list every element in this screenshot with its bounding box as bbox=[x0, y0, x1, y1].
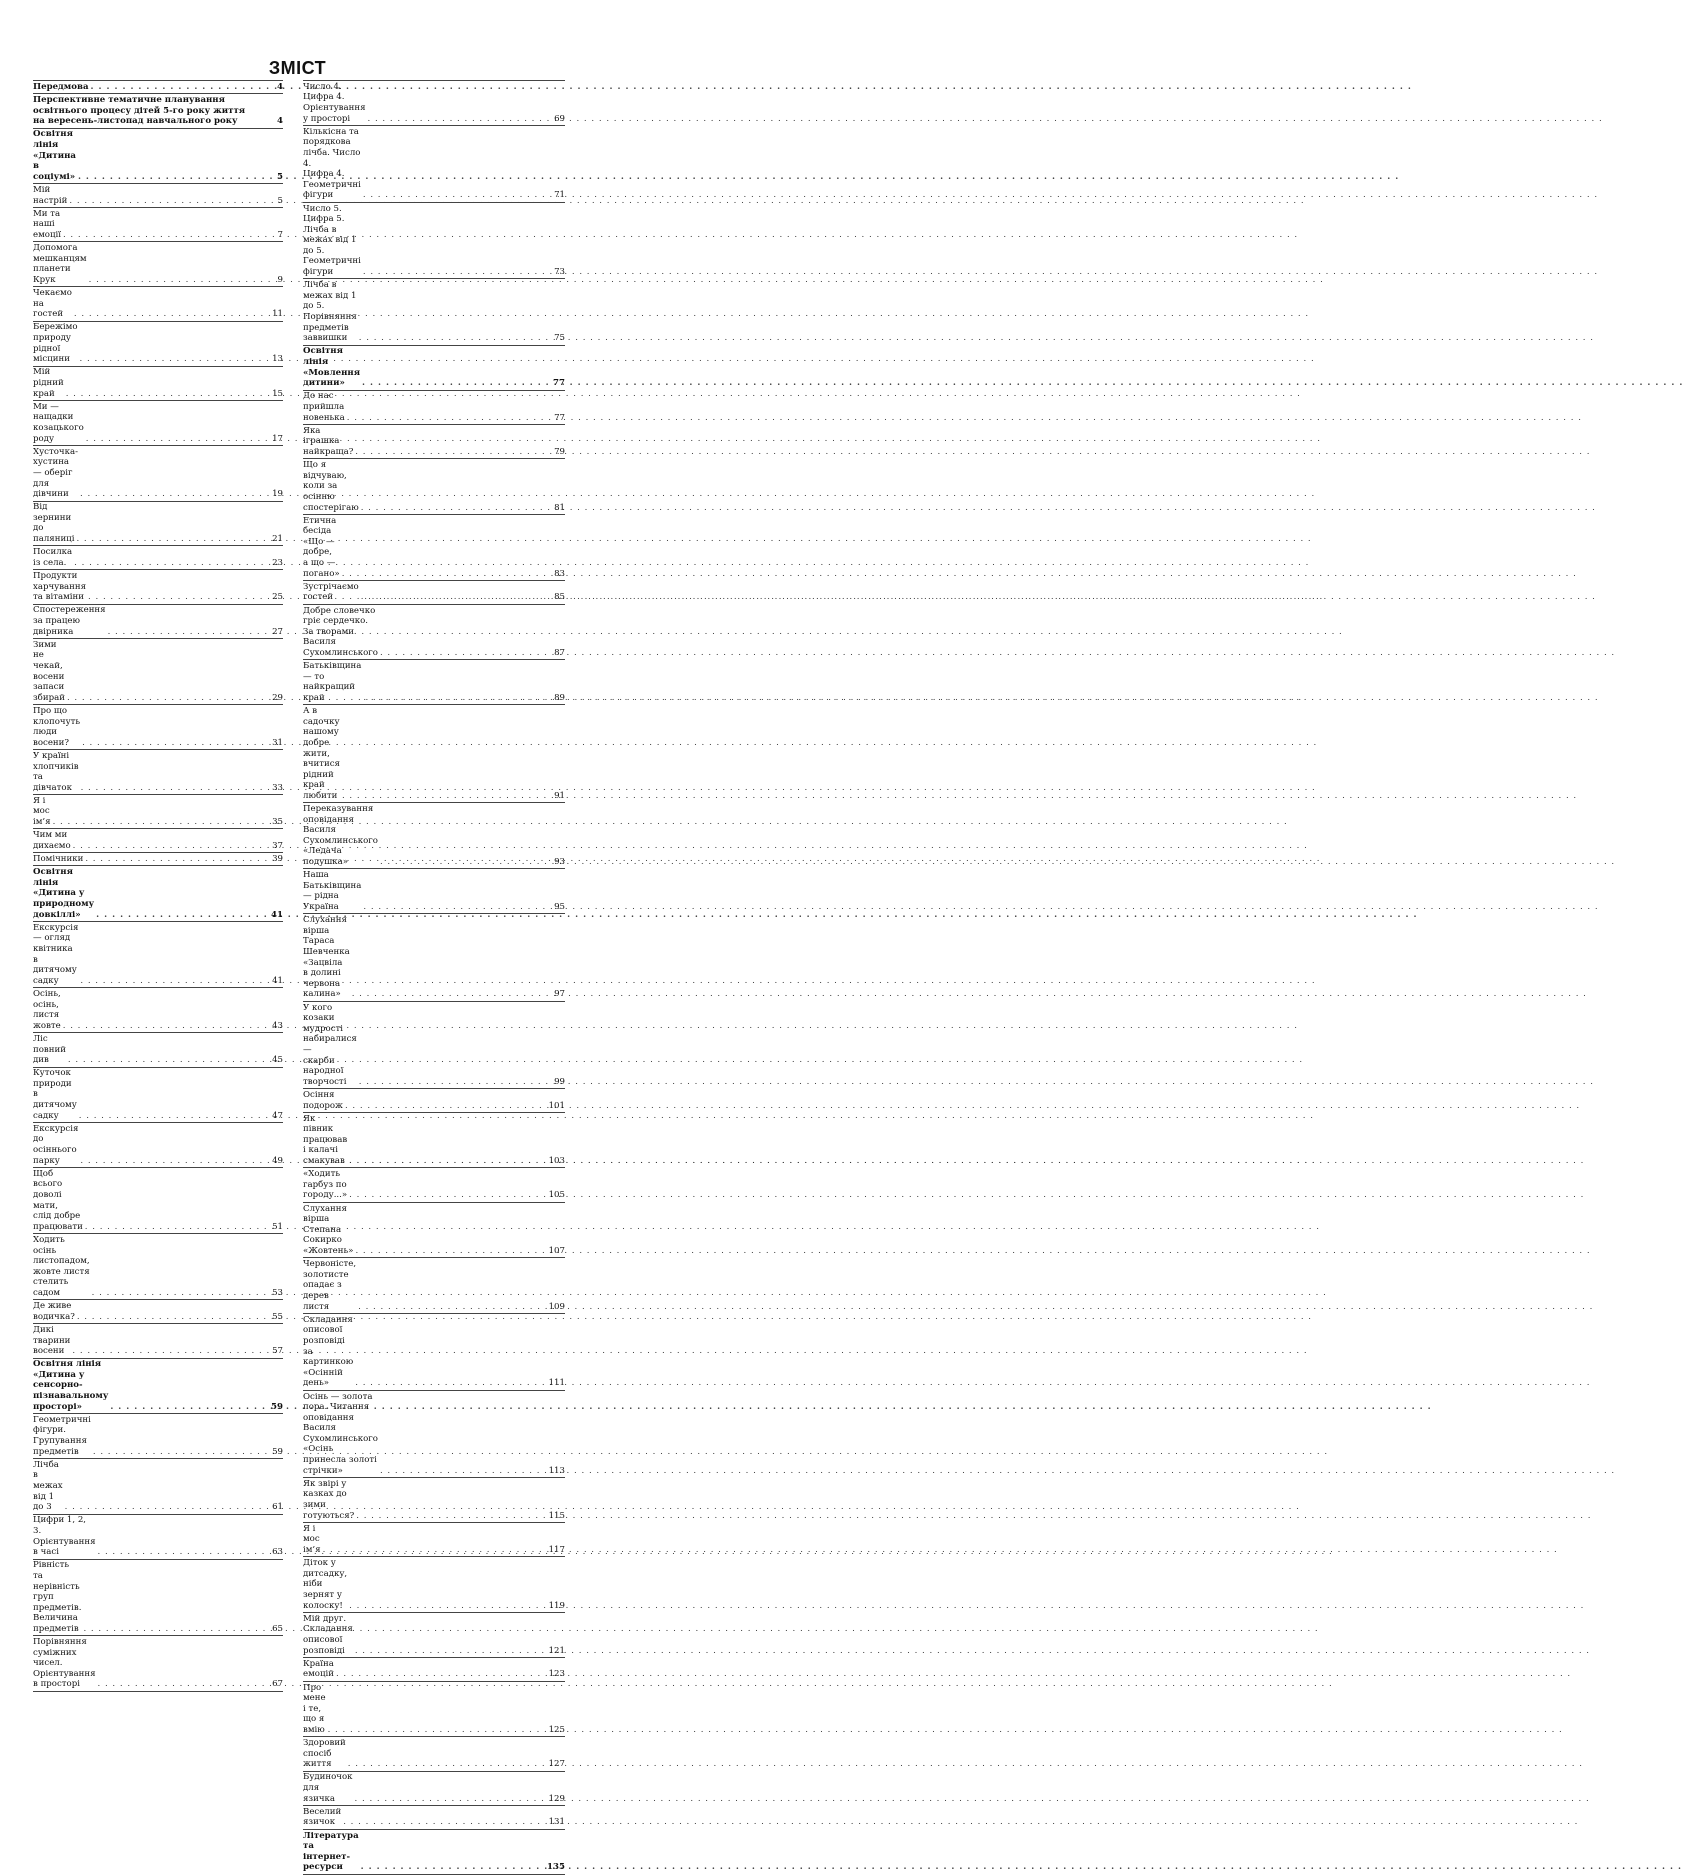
page-title: ЗМІСТ bbox=[268, 58, 327, 78]
toc-entry-page: 127 bbox=[548, 1759, 565, 1770]
dot-leader bbox=[53, 817, 270, 828]
toc-entry-page: 5 bbox=[277, 195, 283, 206]
toc-entry bbox=[33, 287, 283, 321]
toc-entry bbox=[303, 869, 565, 914]
toc-entry bbox=[33, 605, 283, 639]
toc-entry-page: 83 bbox=[554, 568, 565, 579]
toc-entry-title: Чекаємо на гостей bbox=[33, 288, 72, 320]
toc-entry bbox=[33, 570, 283, 604]
dot-leader bbox=[348, 1759, 547, 1770]
toc-entry bbox=[33, 750, 283, 795]
toc-entry-page: 47 bbox=[272, 1110, 283, 1121]
toc-entry-title: Геометричні фігури. Групування предметів bbox=[33, 1414, 91, 1457]
toc-entry-title: У кого козаки мудрості набиралися — скарби народної творчості bbox=[303, 1002, 357, 1087]
toc-entry bbox=[33, 829, 283, 853]
dot-leader bbox=[358, 1302, 546, 1313]
toc-entry-page: 41 bbox=[271, 909, 283, 920]
dot-leader bbox=[362, 378, 551, 389]
toc-entry-page: 77 bbox=[553, 378, 565, 389]
dot-leader bbox=[342, 791, 552, 802]
toc-entry-page: 79 bbox=[554, 446, 565, 457]
dot-leader bbox=[63, 230, 271, 241]
toc-entry bbox=[303, 459, 565, 515]
toc-entry-title: Про мене і те, що я вмію bbox=[303, 1682, 326, 1735]
dot-leader bbox=[359, 333, 552, 344]
toc-entry bbox=[303, 1113, 565, 1169]
toc-entry-page: 107 bbox=[548, 1246, 565, 1257]
dot-leader bbox=[96, 910, 269, 921]
toc-entry-page: 29 bbox=[272, 692, 283, 703]
toc-entry bbox=[33, 1515, 283, 1560]
toc-entry-page: 41 bbox=[272, 975, 283, 986]
toc-entry bbox=[33, 94, 283, 128]
toc-entry-page: 7 bbox=[277, 229, 283, 240]
toc-entry bbox=[303, 1258, 565, 1314]
toc-entry bbox=[303, 203, 565, 280]
toc-entry bbox=[303, 126, 565, 203]
toc-entry-page: 13 bbox=[272, 354, 283, 365]
toc-entry-page: 87 bbox=[554, 648, 565, 659]
toc-entry bbox=[33, 922, 283, 988]
toc-entry-title: Мій рідний край bbox=[33, 367, 64, 399]
toc-entry-page: 5 bbox=[277, 171, 283, 182]
toc-entry bbox=[303, 1002, 565, 1089]
toc-entry-title: Наша Батьківщина — рідна Україна bbox=[303, 870, 362, 913]
toc-entry bbox=[303, 1682, 565, 1738]
toc-entry-title: Країна емоцій bbox=[303, 1658, 334, 1680]
toc-entry bbox=[33, 795, 283, 829]
toc-entry-title: Діток у дитсадку, ніби зернят у колоску! bbox=[303, 1558, 348, 1611]
dot-leader bbox=[347, 413, 552, 424]
toc-entry-title: Ми — нащадки козацького роду bbox=[33, 401, 84, 444]
toc-entry bbox=[303, 1089, 565, 1113]
dot-leader bbox=[86, 434, 270, 445]
toc-entry-title: Чим ми дихаємо bbox=[33, 830, 71, 851]
dot-leader bbox=[92, 1288, 270, 1299]
toc-entry-title: Посилка із села. bbox=[33, 547, 73, 568]
toc-entry-title: Освітня лінія «Дитина в соціумі» bbox=[33, 129, 76, 182]
toc-entry bbox=[303, 1523, 565, 1557]
dot-leader bbox=[355, 447, 552, 458]
toc-entry-page: 25 bbox=[272, 592, 283, 603]
toc-entry-page: 109 bbox=[548, 1301, 565, 1312]
toc-entry bbox=[33, 502, 283, 547]
dot-leader bbox=[88, 592, 270, 603]
dot-leader bbox=[380, 857, 552, 868]
dot-leader bbox=[65, 1502, 270, 1513]
toc-entry-title: Мій друг. Складання описової розповіді bbox=[303, 1613, 353, 1656]
dot-leader bbox=[80, 354, 271, 365]
toc-entry-page: 33 bbox=[272, 782, 283, 793]
dot-leader bbox=[108, 627, 270, 638]
dot-leader bbox=[78, 172, 271, 183]
toc-entry-title: Переказування оповідання Василя Сухомлинського «Ледача подушка» bbox=[303, 804, 378, 868]
toc-entry-page: 81 bbox=[554, 502, 565, 513]
dot-leader bbox=[355, 1378, 546, 1389]
dot-leader bbox=[349, 1601, 546, 1612]
toc-entry-title: Число 4. Цифра 4. Орієнтування у просторі bbox=[303, 81, 366, 124]
toc-entry bbox=[303, 705, 565, 803]
toc-entry bbox=[303, 425, 565, 459]
dot-leader bbox=[380, 648, 552, 659]
toc-entry-title: Екскурсія до осіннього парку bbox=[33, 1123, 79, 1166]
dot-leader bbox=[361, 503, 552, 514]
toc-entry-title: Де живе водичка? bbox=[33, 1301, 75, 1322]
dot-leader bbox=[68, 1055, 270, 1066]
toc-entry bbox=[33, 367, 283, 401]
toc-entry-page: 37 bbox=[272, 840, 283, 851]
toc-entry-page: 9 bbox=[277, 274, 283, 285]
dot-leader bbox=[328, 1725, 547, 1736]
toc-entry bbox=[33, 1324, 283, 1358]
toc-entry-page: 91 bbox=[554, 790, 565, 801]
dot-leader bbox=[63, 1021, 270, 1032]
toc-entry-title: Цифри 1, 2, 3. Орієнтування в часі bbox=[33, 1515, 96, 1558]
toc-entry-page: 65 bbox=[272, 1623, 283, 1634]
toc-entry bbox=[33, 242, 283, 287]
toc-entry-title: Здоровий спосіб життя bbox=[303, 1738, 346, 1770]
toc-entry-page: 55 bbox=[272, 1311, 283, 1322]
toc-entry-title: Будиночок для язичка bbox=[303, 1772, 353, 1804]
dot-leader bbox=[67, 693, 270, 704]
toc-entry-title: Веселий язичок bbox=[303, 1806, 342, 1828]
toc-entry-title: Лічба в межах від 1 до 5. Порівняння предметів заввишки bbox=[303, 280, 357, 344]
dot-leader bbox=[355, 1794, 547, 1805]
toc-entry-title: Зустрічаємо гостей bbox=[303, 581, 359, 603]
dot-leader bbox=[74, 309, 270, 320]
toc-entry-page: 73 bbox=[554, 267, 565, 278]
toc-entry-title: Від зернини до паляниці bbox=[33, 502, 75, 545]
dot-leader bbox=[76, 534, 270, 545]
toc-entry-title: Я і мос ім’я bbox=[33, 795, 51, 828]
toc-entry-page: 117 bbox=[548, 1545, 565, 1556]
toc-entry-title: Мій настрій bbox=[33, 184, 68, 206]
toc-entry-title: Число 5. Цифра 5. Лічба в межах від 1 до 5. Геометричні фігури bbox=[303, 203, 361, 278]
toc-entry-page: 71 bbox=[554, 190, 565, 201]
toc-entry-title: Продукти харчування та вітаміни bbox=[33, 571, 87, 603]
toc-entry-page: 95 bbox=[554, 902, 565, 913]
toc-entry-title: Ліс повний див bbox=[33, 1033, 66, 1066]
toc-entry bbox=[33, 81, 283, 94]
toc-entry-title: Як півник працював і калачі смакував bbox=[303, 1113, 348, 1167]
dot-leader bbox=[342, 569, 552, 580]
toc-entry bbox=[33, 1414, 283, 1459]
dot-leader bbox=[380, 1466, 547, 1477]
toc-entry bbox=[33, 1123, 283, 1168]
dot-leader bbox=[359, 1077, 552, 1088]
dot-leader bbox=[85, 1222, 270, 1233]
dot-leader bbox=[89, 275, 271, 286]
toc-entry-page: 27 bbox=[272, 626, 283, 637]
dot-leader bbox=[323, 1545, 547, 1556]
toc-entry-title: Щоб всього доволі мати, слід добре працювати bbox=[33, 1168, 83, 1232]
dot-leader bbox=[345, 1101, 547, 1112]
toc-entry bbox=[33, 1234, 283, 1300]
toc-entry bbox=[303, 1478, 565, 1523]
toc-entry bbox=[303, 605, 565, 661]
toc-entry-page: 39 bbox=[272, 854, 283, 865]
toc-entry-page: 101 bbox=[548, 1100, 565, 1111]
dot-leader bbox=[343, 1817, 546, 1828]
toc-entry-title: Хусточка-хустина — оберіг для дівчини bbox=[33, 446, 78, 500]
toc-entry bbox=[303, 346, 565, 391]
dot-leader bbox=[363, 190, 552, 201]
toc-entry-title: Екскурсія — огляд квітника в дитячому садку bbox=[33, 922, 79, 986]
toc-entry bbox=[33, 322, 283, 367]
toc-entry-title: Батьківщина — то найкращий край bbox=[303, 661, 362, 703]
toc-entry-title: Про що клопочуть люди восени? bbox=[33, 705, 81, 748]
toc-entry-page: 4 bbox=[277, 81, 283, 92]
dot-leader bbox=[363, 267, 552, 278]
toc-entry-title: У країні хлопчиків та дівчаток bbox=[33, 750, 79, 793]
toc-entry-page: 97 bbox=[554, 989, 565, 1000]
dot-leader bbox=[361, 1862, 545, 1873]
toc-entry-title: А в садочку нашому добре жити, вчитися рідний край любити bbox=[303, 706, 340, 801]
toc-entry-title: До нас прийшла новенька bbox=[303, 391, 345, 423]
toc-entry-page: 15 bbox=[272, 388, 283, 399]
toc-entry bbox=[33, 129, 283, 185]
dot-leader bbox=[363, 902, 552, 913]
toc-entry bbox=[33, 446, 283, 502]
toc-entry bbox=[33, 1068, 283, 1124]
dot-leader bbox=[66, 389, 270, 400]
toc-entry-title: Кількісна та порядкова лічба. Число 4. Цифра 4. Геометричні фігури bbox=[303, 126, 361, 201]
toc-entry bbox=[303, 914, 565, 1001]
toc-entry bbox=[33, 988, 283, 1033]
toc-entry bbox=[303, 1658, 565, 1682]
toc-entry-page: 105 bbox=[548, 1190, 565, 1201]
toc-entry bbox=[303, 1830, 565, 1875]
dot-leader bbox=[73, 841, 270, 852]
toc-entry-title: Спостереження за працею двірника bbox=[33, 605, 106, 637]
toc-entry-title: Слухання вірша Тараса Шевченка «Зацвіла в долині червона калина» bbox=[303, 915, 350, 1000]
toc-entry-title: Ми та наші емоції bbox=[33, 208, 61, 240]
dot-leader bbox=[72, 1346, 270, 1357]
toc-entry-page: 135 bbox=[547, 1862, 565, 1873]
toc-entry-page: 67 bbox=[272, 1679, 283, 1690]
toc-entry bbox=[303, 279, 565, 345]
toc-entry bbox=[33, 639, 283, 705]
toc-entry-page: 19 bbox=[272, 489, 283, 500]
dot-leader bbox=[355, 1646, 547, 1657]
toc-entry-title: Передмова bbox=[33, 81, 89, 92]
toc-entry-title: Порівняння суміжних чисел. Орієнтування в просторі bbox=[33, 1637, 96, 1690]
toc-entry-title: Перспективне тематичне планування освітнього процесу дітей 5-го року життя на вересень-листопад навчального року bbox=[33, 94, 246, 127]
toc-entry bbox=[303, 515, 565, 581]
toc-entry-page: 51 bbox=[272, 1221, 283, 1232]
toc-entry bbox=[303, 1737, 565, 1771]
toc-entry bbox=[33, 1560, 283, 1637]
toc-entry-title: Етична бесіда «Що — добре, а що — погано» bbox=[303, 515, 340, 579]
dot-leader bbox=[80, 1156, 270, 1167]
toc-entry-title: Освітня лінія «Дитина у сенсорно-пізнавальному просторі» bbox=[33, 1359, 109, 1412]
toc-entry bbox=[303, 1557, 565, 1613]
toc-entry-page: 115 bbox=[548, 1510, 565, 1521]
dot-leader bbox=[69, 196, 271, 207]
toc-column-left bbox=[33, 80, 283, 1692]
dot-leader bbox=[352, 989, 552, 1000]
dot-leader bbox=[83, 1624, 270, 1635]
toc-entry-page: 113 bbox=[548, 1465, 565, 1476]
dot-leader bbox=[80, 976, 270, 987]
toc-entry bbox=[33, 208, 283, 242]
toc-entry-title: Освітня лінія «Мовлення дитини» bbox=[303, 346, 361, 389]
toc-entry-page: 35 bbox=[272, 817, 283, 828]
toc-entry-title: «Ходить гарбуз по городу...» bbox=[303, 1169, 348, 1201]
dot-leader bbox=[363, 693, 552, 704]
toc-entry-title: Яка іграшка найкраща? bbox=[303, 425, 354, 457]
toc-entry-page: 21 bbox=[272, 534, 283, 545]
toc-entry-title: Дикі тварини восени bbox=[33, 1324, 71, 1357]
toc-entry-title: Осінь — золота пора. Читання оповідання Василя Сухомлинського «Осінь принесла золоті стрічки» bbox=[303, 1391, 378, 1476]
toc-entry-title: Лічба в межах від 1 до 3 bbox=[33, 1459, 63, 1513]
dot-leader bbox=[97, 1547, 270, 1558]
toc-entry-title: Що я відчуваю, коли за осінню спостерігаю bbox=[303, 460, 359, 513]
dot-leader bbox=[82, 738, 270, 749]
toc-entry-page: 4 bbox=[277, 116, 283, 127]
toc-entry-title: Література та інтернет-ресурси bbox=[303, 1830, 359, 1873]
toc-entry bbox=[33, 184, 283, 208]
dot-leader bbox=[74, 558, 270, 569]
toc-entry bbox=[33, 401, 283, 446]
toc-entry bbox=[303, 660, 565, 705]
toc-entry-page: 77 bbox=[554, 412, 565, 423]
toc-entry bbox=[33, 705, 283, 750]
toc-entry-title: Допомога мешканцям планети Крук bbox=[33, 243, 87, 285]
toc-entry-title: Складання описової розповіді за картинкою «Осінній день» bbox=[303, 1314, 354, 1389]
dot-leader bbox=[79, 1111, 270, 1122]
toc-entry-page: 11 bbox=[272, 309, 283, 320]
toc-entry-page: 59 bbox=[271, 1401, 283, 1412]
dot-leader bbox=[367, 114, 552, 125]
toc-entry-page: 99 bbox=[554, 1076, 565, 1087]
toc-entry bbox=[303, 803, 565, 869]
toc-entry-page: 59 bbox=[272, 1446, 283, 1457]
dot-leader bbox=[93, 1447, 270, 1458]
dot-leader bbox=[349, 1190, 546, 1201]
toc-entry-page: 125 bbox=[548, 1724, 565, 1735]
toc-entry-page: 123 bbox=[548, 1669, 565, 1680]
toc-entry-page: 45 bbox=[272, 1055, 283, 1066]
dot-leader bbox=[81, 783, 270, 794]
toc-entry-title: Освітня лінія «Дитина у природному довкіллі» bbox=[33, 867, 95, 920]
toc-entry bbox=[303, 1314, 565, 1391]
toc-entry-page: 69 bbox=[554, 113, 565, 124]
dot-leader bbox=[355, 1246, 546, 1257]
toc-entry-page: 53 bbox=[272, 1287, 283, 1298]
dot-leader bbox=[77, 1312, 270, 1323]
toc-entry-page: 85 bbox=[554, 592, 565, 603]
toc-entry bbox=[303, 391, 565, 425]
toc-entry-title: Осіння подорож bbox=[303, 1089, 343, 1111]
toc-entry-page: 129 bbox=[548, 1793, 565, 1804]
dot-leader bbox=[98, 1679, 271, 1690]
toc-entry bbox=[303, 1806, 565, 1830]
dot-leader bbox=[80, 489, 270, 500]
dot-leader bbox=[85, 854, 270, 865]
toc-entry-page: 75 bbox=[554, 333, 565, 344]
toc-entry-page: 49 bbox=[272, 1155, 283, 1166]
toc-entry bbox=[303, 1203, 565, 1259]
toc-entry-title: Добре словечко гріє сердечко. За творами Василя Сухомлинського bbox=[303, 605, 378, 659]
toc-entry bbox=[33, 866, 283, 922]
toc-entry-title: Бережімо природу рідної місцини bbox=[33, 322, 78, 365]
toc-entry bbox=[33, 1300, 283, 1324]
dot-leader bbox=[336, 1669, 547, 1680]
toc-entry-page: 63 bbox=[272, 1547, 283, 1558]
toc-entry-page: 111 bbox=[548, 1378, 565, 1389]
toc-entry bbox=[303, 81, 565, 126]
dot-leader bbox=[356, 1511, 546, 1522]
toc-entry-page: 89 bbox=[554, 692, 565, 703]
toc-entry-page: 57 bbox=[272, 1346, 283, 1357]
toc-entry bbox=[33, 1459, 283, 1515]
toc-entry-page: 93 bbox=[554, 857, 565, 868]
dot-leader bbox=[110, 1402, 269, 1413]
toc-entry-page: 103 bbox=[548, 1156, 565, 1167]
toc-entry-title: Куточок природи в дитячому садку bbox=[33, 1068, 77, 1121]
toc-entry-title: Осінь, осінь, листя жовте bbox=[33, 988, 61, 1031]
toc-entry-page: 121 bbox=[548, 1645, 565, 1656]
toc-entry-title: Зими не чекай, восени запаси збирай bbox=[33, 639, 65, 703]
dot-leader bbox=[91, 82, 271, 93]
toc-entry bbox=[303, 1391, 565, 1478]
toc-entry-title: Слухання вірша Степана Сокирко «Жовтень» bbox=[303, 1203, 354, 1257]
toc-entry-title: Я і мос ім’я bbox=[303, 1523, 321, 1556]
toc-entry-page: 131 bbox=[548, 1817, 565, 1828]
toc-entry bbox=[303, 1613, 565, 1658]
toc-entry-title: Помічники bbox=[33, 854, 84, 865]
toc-entry bbox=[33, 1359, 283, 1415]
toc-column-right bbox=[303, 80, 565, 1875]
toc-entry-title: Червоністе, золотисте опадає з дерев листя bbox=[303, 1259, 357, 1312]
toc-entry-page: 61 bbox=[272, 1502, 283, 1513]
toc-entry-page: 43 bbox=[272, 1020, 283, 1031]
toc-entry bbox=[33, 1168, 283, 1234]
toc-entry-title: Ходить осінь листопадом, жовте листя стелить садом bbox=[33, 1234, 90, 1298]
dot-leader bbox=[349, 1156, 546, 1167]
toc-entry-page: 23 bbox=[272, 557, 283, 568]
toc-entry bbox=[33, 853, 283, 866]
toc-entry-page: 17 bbox=[272, 433, 283, 444]
toc-entry-page: 119 bbox=[548, 1600, 565, 1611]
toc-entry bbox=[33, 546, 283, 570]
toc-entry bbox=[303, 1772, 565, 1806]
toc-entry bbox=[303, 1168, 565, 1202]
toc-entry bbox=[303, 581, 565, 605]
toc-entry-title: Як звірі у казках до зими готуються? bbox=[303, 1478, 355, 1521]
toc-entry-title: Рівність та нерівність груп предметів. Величина предметів bbox=[33, 1560, 82, 1634]
toc-entry bbox=[33, 1636, 283, 1692]
dot-leader bbox=[361, 592, 552, 603]
toc-entry bbox=[33, 1033, 283, 1067]
toc-entry-page: 31 bbox=[272, 737, 283, 748]
